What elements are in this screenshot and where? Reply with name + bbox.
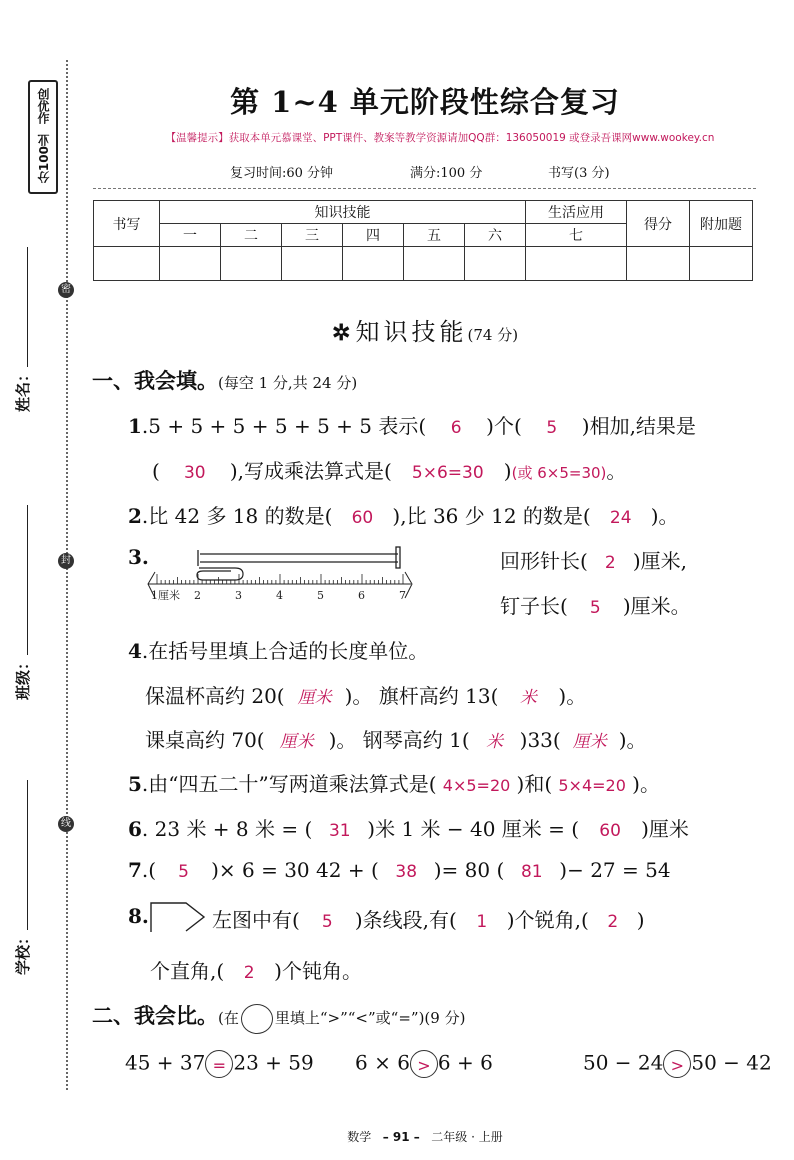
th-score: 得分	[627, 201, 690, 247]
q4-l1-text-b: )。 旗杆高约 13(	[344, 684, 499, 708]
q3-text-a: 回形针长(	[500, 549, 588, 573]
ruler-label: 2	[194, 589, 201, 602]
compare-item-2	[355, 1050, 493, 1078]
star-icon: ✲	[331, 320, 351, 346]
q3-text-d: )厘米。	[622, 594, 691, 618]
q1-number: 1	[128, 414, 142, 438]
compare-item-3	[583, 1050, 772, 1078]
q8-answer-4[interactable]: 2	[243, 963, 255, 983]
compare-3-answer: >	[670, 1056, 685, 1075]
meta-writing: 书写(3 分)	[548, 166, 610, 181]
th-col-3: 三	[282, 224, 343, 247]
q3-line1	[500, 545, 687, 574]
part2-note-a: (在	[218, 1009, 239, 1027]
q5-answer-2[interactable]: 5×4=20	[558, 776, 626, 795]
q3-answer-2[interactable]: 5	[589, 598, 601, 618]
compare-2-answer: >	[417, 1056, 431, 1075]
q3-text-b: )厘米,	[632, 549, 687, 573]
q8-answer-2[interactable]: 1	[476, 912, 488, 932]
ruler-label: 5	[317, 589, 324, 602]
q8-text-d: )	[636, 908, 645, 932]
name-line[interactable]	[27, 247, 28, 367]
meta-divider	[93, 188, 756, 189]
tip-text: 【温馨提示】获取本单元慕课堂、PPT课件、教案等教学资源请加QQ群：136050019 或登录吾课网www.wookey.cn	[165, 132, 715, 144]
q4-answer-3[interactable]: 厘米	[279, 732, 314, 752]
q4-answer-4[interactable]: 米	[486, 732, 504, 752]
q7-number: 7	[128, 858, 142, 882]
footer	[0, 1128, 794, 1145]
school-label	[12, 780, 33, 975]
q1-answer-1[interactable]: 6	[450, 418, 462, 438]
q5-line	[128, 768, 660, 797]
q7-text-d: )− 27 = 54	[559, 858, 671, 882]
th-col-1: 一	[160, 224, 221, 247]
class-label	[12, 505, 33, 700]
q5-text-b: )和(	[516, 772, 553, 796]
page-title: 第 1~4 单元阶段性综合复习	[230, 85, 620, 119]
seal-mark-2: 封	[58, 553, 74, 569]
part2-note-b: 里填上“>”“<”或“=”)(9 分)	[274, 1009, 466, 1027]
q8-answer-3[interactable]: 2	[607, 912, 619, 932]
q7-text-b: )× 6 = 30 42 + (	[211, 858, 379, 882]
ruler-label: 7	[399, 589, 406, 602]
q2-number: 2	[128, 504, 142, 528]
q6-answer-1[interactable]: 31	[328, 821, 351, 841]
q2-text-b: ),比 36 少 12 的数是(	[392, 504, 591, 528]
score-cell-total[interactable]	[627, 247, 690, 281]
part2-title-text: 二、我会比。	[92, 1004, 218, 1028]
q1-text-a: .5 + 5 + 5 + 5 + 5 + 5 表示(	[141, 414, 427, 438]
angle-figure	[148, 900, 210, 934]
meta-full: 满分:100 分	[410, 166, 483, 181]
circle-blank-icon	[241, 1004, 273, 1034]
brand-top: 创优作	[36, 88, 50, 124]
ruler-label: 3	[235, 589, 242, 602]
score-cell-writing[interactable]	[94, 247, 160, 281]
q8-text-b: )条线段,有(	[354, 908, 457, 932]
q8-line1: 8.	[128, 904, 149, 928]
q1-text-f: )	[503, 459, 512, 483]
compare-1-right: 23 + 59	[233, 1050, 314, 1075]
q3-text-c: 钉子长(	[500, 594, 568, 618]
score-table	[93, 200, 753, 281]
q8-number: 8	[128, 904, 142, 928]
nail-figure	[198, 547, 400, 568]
th-extra: 附加题	[690, 201, 753, 247]
q1-text-e: ),写成乘法算式是(	[229, 459, 392, 483]
q4-l2-text-d: )。	[618, 728, 647, 752]
q5-text-c: )。	[632, 772, 660, 796]
compare-1-left: 45 + 37	[125, 1050, 206, 1075]
name-label-text: 姓名：	[14, 366, 32, 412]
footer-subject: 数学	[347, 1130, 372, 1144]
q1-text-g: 。	[606, 459, 627, 483]
q3-number: 3	[128, 545, 142, 569]
score-cell-3[interactable]	[282, 247, 343, 281]
th-col-4: 四	[343, 224, 404, 247]
ruler-figure	[143, 542, 418, 612]
q4-l2-text-c: )33(	[519, 728, 561, 752]
q8-text-c: )个锐角,(	[506, 908, 589, 932]
q1-line1	[128, 410, 696, 439]
th-life: 生活应用	[526, 201, 627, 224]
footer-page: – 91 –	[382, 1130, 420, 1144]
ruler-label: 1厘米	[151, 589, 180, 602]
q6-text-b: )米 1 米 − 40 厘米 = (	[367, 817, 580, 841]
q2-answer-1[interactable]: 60	[351, 508, 374, 528]
class-line[interactable]	[27, 505, 28, 655]
q7-text-a: .(	[141, 858, 157, 882]
q4-line	[128, 635, 428, 664]
q5-answer-1[interactable]: 4×5=20	[442, 776, 511, 795]
q1-text-d: (	[152, 459, 160, 483]
q8-line1-text	[212, 904, 645, 933]
th-col-7: 七	[526, 224, 627, 247]
compare-2-left: 6 × 6	[355, 1050, 410, 1075]
score-cell-extra[interactable]	[690, 247, 753, 281]
binding-line	[66, 60, 68, 1090]
q6-line	[128, 813, 689, 842]
q2-line	[128, 500, 679, 529]
q1-text-c: )相加,结果是	[581, 414, 696, 438]
q7-answer-2[interactable]: 38	[395, 862, 418, 882]
compare-1-circle[interactable]	[205, 1050, 233, 1078]
q2-text-c: )。	[650, 504, 679, 528]
q4-answer-5[interactable]: 厘米	[572, 732, 607, 752]
score-cell-6[interactable]	[465, 247, 526, 281]
q3-answer-1[interactable]: 2	[604, 553, 616, 573]
q3-number-row: 3.	[128, 545, 149, 569]
q8-text-a: 左图中有(	[212, 908, 300, 932]
q7-answer-3[interactable]: 81	[520, 862, 543, 882]
th-skills: 知识技能	[160, 201, 526, 224]
q1-answer-4[interactable]: 5×6=30	[411, 463, 484, 483]
q1-text-b: )个(	[486, 414, 522, 438]
part1-note: (每空 1 分,共 24 分)	[218, 374, 358, 392]
q1-answer-3[interactable]: 30	[183, 463, 206, 483]
q8-text-f: )个钝角。	[274, 959, 362, 983]
th-col-2: 二	[221, 224, 282, 247]
ruler-labels	[151, 588, 406, 602]
seal-mark-1: 密	[58, 282, 74, 298]
q2-text-a: .比 42 多 18 的数是(	[141, 504, 333, 528]
q1-line2	[152, 455, 626, 484]
q4-l2-text-b: )。 钢琴高约 1(	[328, 728, 470, 752]
q4-number: 4	[128, 639, 142, 663]
q6-answer-2[interactable]: 60	[599, 821, 621, 841]
section-heading-text: 知识技能	[355, 318, 468, 346]
q1-answer-5[interactable]: (或 6×5=30)	[511, 464, 607, 482]
section-heading	[0, 312, 794, 347]
q4-answer-1[interactable]: 厘米	[297, 688, 332, 708]
brand-bottom: 分100业	[37, 134, 51, 184]
part2-title	[92, 1000, 465, 1034]
score-cell-2[interactable]	[221, 247, 282, 281]
th-col-6: 六	[465, 224, 526, 247]
q2-answer-2[interactable]: 24	[609, 508, 632, 528]
q5-text-a: .由“四五二十”写两道乘法算式是(	[141, 772, 437, 796]
ruler-label: 6	[358, 589, 365, 602]
ruler-ticks	[157, 574, 403, 584]
footer-grade: 二年级 · 上册	[431, 1130, 503, 1144]
q4-answer-2[interactable]: 米	[519, 688, 537, 708]
q4-sub1	[145, 680, 586, 709]
compare-3-right: 50 − 42	[691, 1050, 772, 1075]
meta-time: 复习时间:60 分钟	[230, 166, 334, 181]
q4-l1-text-c: )。	[558, 684, 587, 708]
q4-sub2	[145, 724, 647, 753]
compare-item-1	[125, 1050, 314, 1078]
compare-3-left: 50 − 24	[583, 1050, 664, 1075]
paperclip-figure	[197, 568, 243, 580]
q3-line2	[500, 590, 691, 619]
class-label-text: 班级：	[14, 654, 32, 700]
score-cell-4[interactable]	[343, 247, 404, 281]
q1-answer-2[interactable]: 5	[546, 418, 558, 438]
q6-text-c: )厘米	[641, 817, 689, 841]
q4-text: .在括号里填上合适的长度单位。	[141, 639, 429, 663]
school-label-text: 学校：	[14, 929, 32, 975]
part1-title	[92, 365, 357, 395]
seal-mark-3: 线	[58, 816, 74, 832]
section-heading-points: (74 分)	[467, 326, 519, 344]
q6-text-a: . 23 米 + 8 米 = (	[141, 817, 313, 841]
q7-line	[128, 858, 671, 882]
q8-answer-1[interactable]: 5	[321, 912, 333, 932]
compare-2-circle[interactable]	[410, 1050, 438, 1078]
ruler-label: 4	[276, 589, 283, 602]
part1-title-text: 一、我会填。	[92, 369, 218, 393]
compare-2-right: 6 + 6	[437, 1050, 493, 1075]
q5-number: 5	[128, 772, 142, 796]
q4-l2-text-a: 课桌高约 70(	[145, 728, 265, 752]
q4-l1-text-a: 保温杯高约 20(	[145, 684, 285, 708]
q6-number: 6	[128, 817, 142, 841]
q8-line2	[150, 955, 362, 984]
th-writing: 书写	[94, 201, 160, 247]
score-cell-5[interactable]	[404, 247, 465, 281]
score-cell-7[interactable]	[526, 247, 627, 281]
th-col-5: 五	[404, 224, 465, 247]
compare-1-answer: =	[212, 1056, 227, 1075]
q8-text-e: 个直角,(	[150, 959, 225, 983]
school-line[interactable]	[27, 780, 28, 930]
score-cell-1[interactable]	[160, 247, 221, 281]
q7-text-c: )= 80 (	[433, 858, 505, 882]
q7-answer-1[interactable]: 5	[178, 862, 189, 882]
compare-3-circle[interactable]	[663, 1050, 691, 1078]
